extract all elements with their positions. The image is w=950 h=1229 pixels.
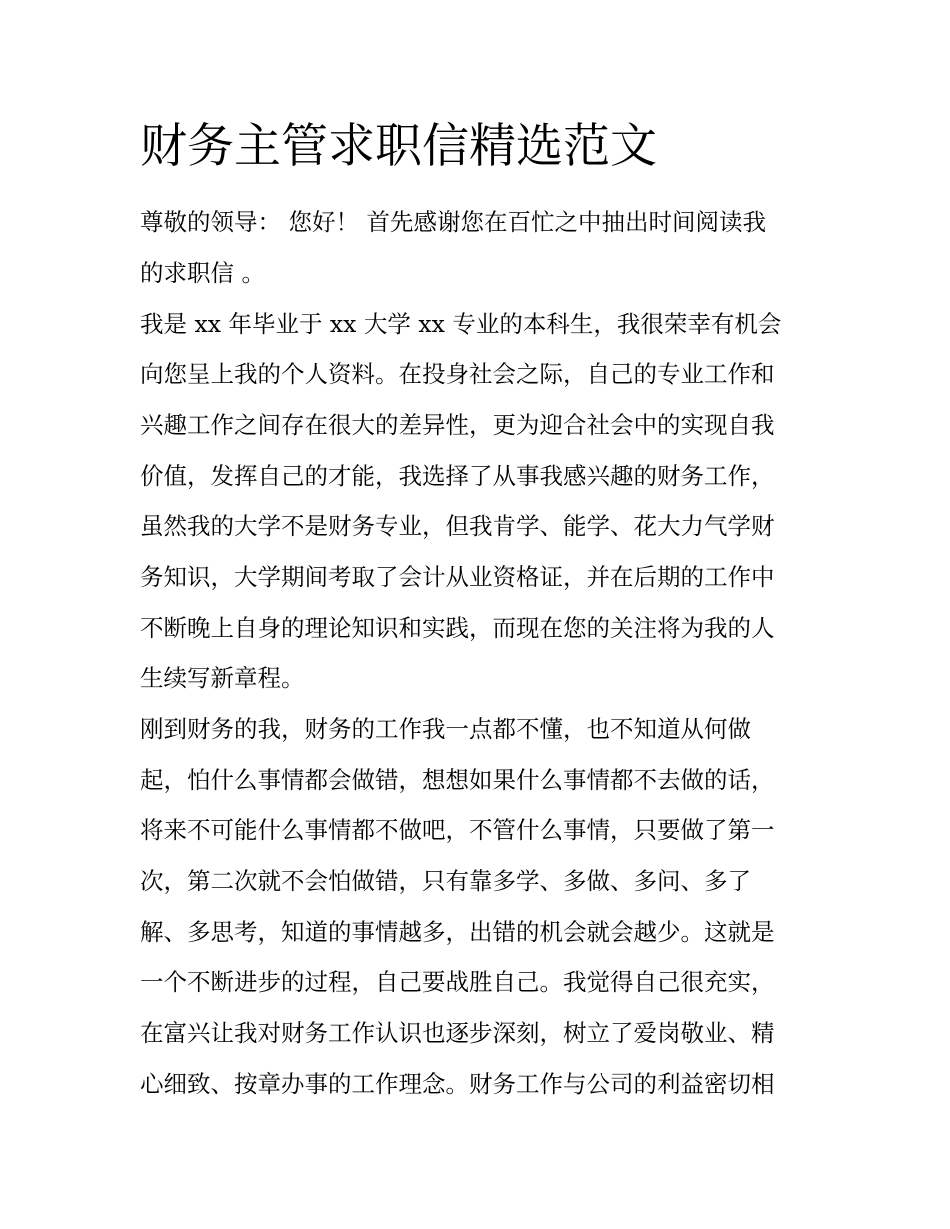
body-line: 刚到财务的我，财务的工作我一点都不懂，也不知道从何做 [140, 715, 751, 743]
body-line: 在富兴让我对财务工作认识也逐步深刻，树立了爱岗敬业、精 [140, 1019, 775, 1047]
body-line: 我是 xx 年毕业于 xx 大学 xx 专业的本科生，我很荣幸有机会 [140, 310, 782, 338]
page-title: 财务主管求职信精选范文 [140, 119, 657, 174]
body-line: 次，第二次就不会怕做错，只有靠多学、多做、多问、多了 [140, 867, 751, 895]
body-line: 起，怕什么事情都会做错，想想如果什么事情都不去做的话， [140, 766, 775, 794]
body-line: 务知识，大学期间考取了会计从业资格证，并在后期的工作中 [140, 563, 775, 591]
body-line: 不断晚上自身的理论知识和实践，而现在您的关注将为我的人 [140, 614, 775, 642]
body-line: 尊敬的领导： 您好！ 首先感谢您在百忙之中抽出时间阅读我 [140, 208, 766, 236]
body-line: 兴趣工作之间存在很大的差异性，更为迎合社会中的实现自我 [140, 411, 775, 439]
body-line: 心细致、按章办事的工作理念。财务工作与公司的利益密切相 [140, 1070, 775, 1098]
body-line: 将来不可能什么事情都不做吧，不管什么事情，只要做了第一 [140, 816, 775, 844]
body-line: 一个不断进步的过程，自己要战胜自己。我觉得自己很充实， [140, 968, 775, 996]
body-line: 向您呈上我的个人资料。在投身社会之际，自己的专业工作和 [140, 360, 775, 388]
body-line: 价值，发挥自己的才能，我选择了从事我感兴趣的财务工作， [140, 462, 775, 490]
body-line: 虽然我的大学不是财务专业，但我肯学、能学、花大力气学财 [140, 512, 775, 540]
body-line: 的求职信 。 [140, 259, 265, 287]
body-line: 解、多思考，知道的事情越多，出错的机会就会越少。这就是 [140, 918, 775, 946]
body-line: 生续写新章程。 [140, 664, 305, 692]
